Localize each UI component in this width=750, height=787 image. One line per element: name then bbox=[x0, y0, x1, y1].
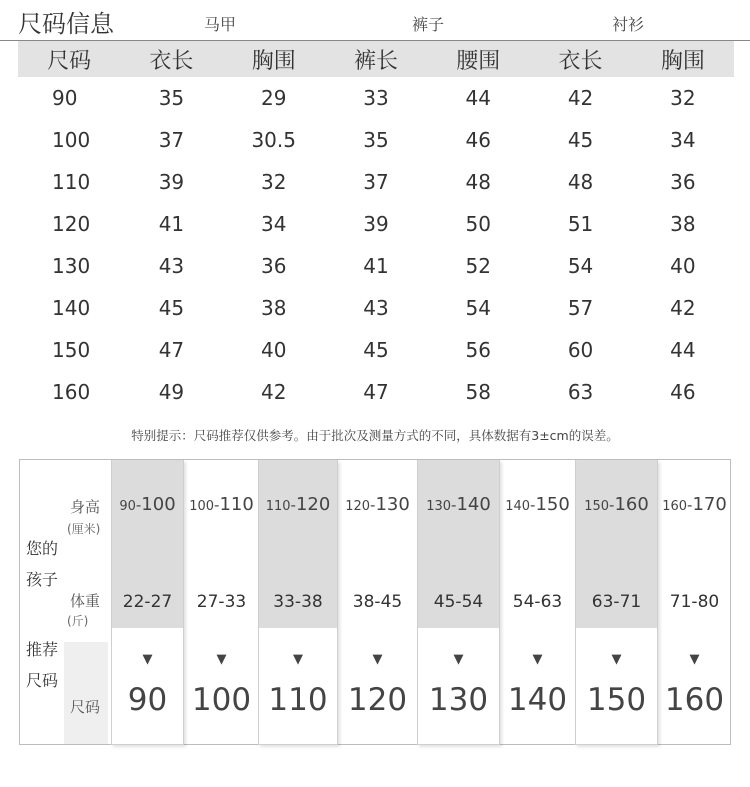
height-range-max: 160 bbox=[614, 494, 649, 515]
recommended-size: 100 bbox=[191, 682, 252, 718]
measurement-cell: 43 bbox=[158, 254, 185, 278]
weight-range: 38-45 bbox=[352, 592, 403, 612]
measurement-cell: 42 bbox=[567, 86, 594, 110]
column-header: 衣长 bbox=[120, 41, 222, 77]
size-cell: 110 bbox=[52, 170, 91, 194]
size-cell: 130 bbox=[52, 254, 91, 278]
measurement-cell: 50 bbox=[465, 212, 491, 236]
weight-range: 54-63 bbox=[512, 592, 563, 612]
table-row bbox=[18, 119, 734, 161]
height-range bbox=[259, 494, 337, 515]
size-label: 尺码 bbox=[70, 698, 101, 716]
height-range-max: 170 bbox=[692, 494, 727, 515]
measurement-cell: 48 bbox=[567, 170, 594, 194]
measurement-cell: 44 bbox=[670, 338, 696, 362]
measurement-cell: 38 bbox=[670, 212, 696, 236]
size-column bbox=[185, 460, 258, 745]
height-range bbox=[338, 494, 417, 515]
measurement-cell: 41 bbox=[158, 212, 185, 236]
height-range bbox=[576, 494, 657, 515]
group-label-shirt: 衬衫 bbox=[612, 15, 645, 34]
height-range bbox=[418, 494, 499, 515]
measurement-cell: 34 bbox=[260, 212, 287, 236]
measurement-cell: 36 bbox=[670, 170, 696, 194]
measurement-cell: 41 bbox=[363, 254, 389, 278]
size-cell: 150 bbox=[52, 338, 91, 362]
height-range bbox=[658, 494, 731, 515]
measurement-cell: 54 bbox=[465, 296, 491, 320]
recommended-size: 120 bbox=[347, 682, 408, 718]
height-range-dash: - bbox=[214, 496, 220, 514]
column-header: 衣长 bbox=[529, 41, 631, 77]
height-unit: (厘米) bbox=[67, 522, 101, 536]
page-title: 尺码信息 bbox=[18, 10, 114, 38]
measurement-cell: 38 bbox=[260, 296, 287, 320]
height-range bbox=[112, 494, 183, 515]
weight-range: 33-38 bbox=[273, 592, 323, 612]
recommended-size: 110 bbox=[268, 682, 328, 718]
height-range-max: 120 bbox=[295, 494, 331, 515]
height-range-min: 160 bbox=[662, 499, 688, 514]
table-row bbox=[18, 77, 734, 119]
height-range-dash: - bbox=[290, 496, 296, 514]
size-column bbox=[338, 460, 417, 745]
height-range-max: 150 bbox=[535, 494, 570, 515]
height-range-min: 90 bbox=[119, 499, 136, 514]
measurement-cell: 45 bbox=[363, 338, 389, 362]
measurement-cell: 46 bbox=[465, 128, 491, 152]
measurement-cell: 35 bbox=[158, 86, 185, 110]
height-range bbox=[185, 494, 258, 515]
down-arrow-icon: ▼ bbox=[372, 652, 383, 667]
height-range-max: 130 bbox=[375, 494, 410, 515]
height-range-dash: - bbox=[135, 496, 142, 514]
height-range-min: 140 bbox=[505, 499, 531, 514]
recommended-size-label-line1: 推荐 bbox=[26, 640, 59, 659]
size-label-cell bbox=[64, 642, 108, 744]
measurement-cell: 57 bbox=[567, 296, 594, 320]
measurement-cell: 52 bbox=[465, 254, 491, 278]
height-range-max: 140 bbox=[456, 494, 491, 515]
down-arrow-icon: ▼ bbox=[453, 652, 464, 667]
group-label-pants: 裤子 bbox=[412, 15, 445, 34]
table-row bbox=[18, 371, 734, 413]
recommended-size: 130 bbox=[428, 682, 489, 718]
size-cell: 90 bbox=[52, 86, 78, 110]
measurement-cell: 42 bbox=[260, 380, 287, 404]
size-column bbox=[658, 460, 731, 745]
weight-range: 45-54 bbox=[433, 592, 484, 612]
column-header: 腰围 bbox=[427, 41, 529, 77]
size-cell: 100 bbox=[52, 128, 91, 152]
down-arrow-icon: ▼ bbox=[216, 652, 227, 667]
column-header: 胸围 bbox=[632, 41, 734, 77]
measurement-cell: 36 bbox=[260, 254, 287, 278]
height-range-min: 100 bbox=[189, 499, 215, 514]
measurement-cell: 32 bbox=[260, 170, 287, 194]
measurement-cell: 42 bbox=[670, 296, 696, 320]
height-range-dash: - bbox=[370, 496, 376, 514]
measurement-cell: 45 bbox=[567, 128, 594, 152]
size-column bbox=[258, 460, 338, 745]
column-header: 裤长 bbox=[325, 41, 427, 77]
height-range-dash: - bbox=[451, 496, 457, 514]
measurement-cell: 33 bbox=[363, 86, 389, 110]
down-arrow-icon: ▼ bbox=[142, 652, 153, 667]
measurement-cell: 45 bbox=[158, 296, 185, 320]
measurement-cell: 29 bbox=[260, 86, 287, 110]
height-range bbox=[500, 494, 575, 515]
measurement-cell: 30.5 bbox=[251, 128, 296, 152]
weight-range: 63-71 bbox=[591, 592, 642, 612]
measurement-note: 特别提示：尺码推荐仅供参考。由于批次及测量方式的不同，具体数据有3±cm的误差。 bbox=[131, 428, 619, 443]
measurement-cell: 32 bbox=[670, 86, 696, 110]
measurement-cell: 60 bbox=[567, 338, 594, 362]
table-row bbox=[18, 203, 734, 245]
height-range-dash: - bbox=[687, 496, 693, 514]
weight-range: 27-33 bbox=[196, 592, 247, 612]
measurement-cell: 35 bbox=[363, 128, 389, 152]
column-header: 胸围 bbox=[223, 41, 325, 77]
height-label: 身高 bbox=[70, 498, 101, 516]
height-range-max: 100 bbox=[141, 494, 176, 515]
size-column bbox=[111, 460, 184, 745]
height-range-max: 110 bbox=[219, 494, 254, 515]
height-range-dash: - bbox=[609, 496, 615, 514]
measurement-cell: 49 bbox=[158, 380, 185, 404]
measurement-cell: 56 bbox=[465, 338, 491, 362]
weight-range: 71-80 bbox=[669, 592, 720, 612]
group-label-vest: 马甲 bbox=[204, 15, 237, 34]
measurement-cell: 47 bbox=[158, 338, 185, 362]
measurement-cell: 43 bbox=[363, 296, 389, 320]
measurement-cell: 44 bbox=[465, 86, 491, 110]
table-row bbox=[18, 161, 734, 203]
your-child-label-line1: 您的 bbox=[26, 539, 59, 558]
measurement-cell: 39 bbox=[363, 212, 389, 236]
measurement-cell: 51 bbox=[567, 212, 594, 236]
measurement-cell: 58 bbox=[465, 380, 491, 404]
size-cell: 120 bbox=[52, 212, 91, 236]
weight-range: 22-27 bbox=[122, 592, 173, 612]
recommended-size-label-line2: 尺码 bbox=[26, 671, 59, 690]
height-range-min: 150 bbox=[584, 499, 610, 514]
height-range-dash: - bbox=[530, 496, 536, 514]
recommended-size: 160 bbox=[664, 682, 725, 718]
size-cell: 160 bbox=[52, 380, 91, 404]
table-row bbox=[18, 245, 734, 287]
height-range-min: 120 bbox=[345, 499, 371, 514]
height-range-min: 130 bbox=[426, 499, 452, 514]
size-column bbox=[500, 460, 575, 745]
down-arrow-icon: ▼ bbox=[532, 652, 543, 667]
measurement-cell: 40 bbox=[260, 338, 287, 362]
table-row bbox=[18, 287, 734, 329]
measurement-cell: 39 bbox=[158, 170, 185, 194]
size-column bbox=[417, 460, 500, 745]
down-arrow-icon: ▼ bbox=[293, 652, 303, 667]
measurement-cell: 63 bbox=[567, 380, 594, 404]
measurement-cell: 37 bbox=[158, 128, 185, 152]
measurement-cell: 46 bbox=[670, 380, 696, 404]
size-column bbox=[575, 460, 658, 745]
down-arrow-icon: ▼ bbox=[611, 652, 622, 667]
measurement-cell: 34 bbox=[670, 128, 696, 152]
recommended-size: 140 bbox=[507, 682, 568, 718]
table-row bbox=[18, 329, 734, 371]
your-child-label-line2: 孩子 bbox=[26, 570, 59, 589]
size-cell: 140 bbox=[52, 296, 91, 320]
size-table-header bbox=[18, 41, 734, 77]
measurement-cell: 40 bbox=[670, 254, 696, 278]
measurement-cell: 37 bbox=[363, 170, 389, 194]
column-header: 尺码 bbox=[18, 41, 120, 77]
measurement-cell: 48 bbox=[465, 170, 491, 194]
weight-unit: (斤) bbox=[67, 614, 89, 628]
size-table bbox=[18, 41, 734, 413]
recommended-size: 150 bbox=[586, 682, 647, 718]
recommended-size: 90 bbox=[127, 682, 168, 718]
measurement-cell: 47 bbox=[363, 380, 389, 404]
weight-label: 体重 bbox=[70, 592, 101, 610]
measurement-cell: 54 bbox=[567, 254, 594, 278]
down-arrow-icon: ▼ bbox=[689, 652, 700, 667]
height-range-min: 110 bbox=[265, 499, 291, 514]
